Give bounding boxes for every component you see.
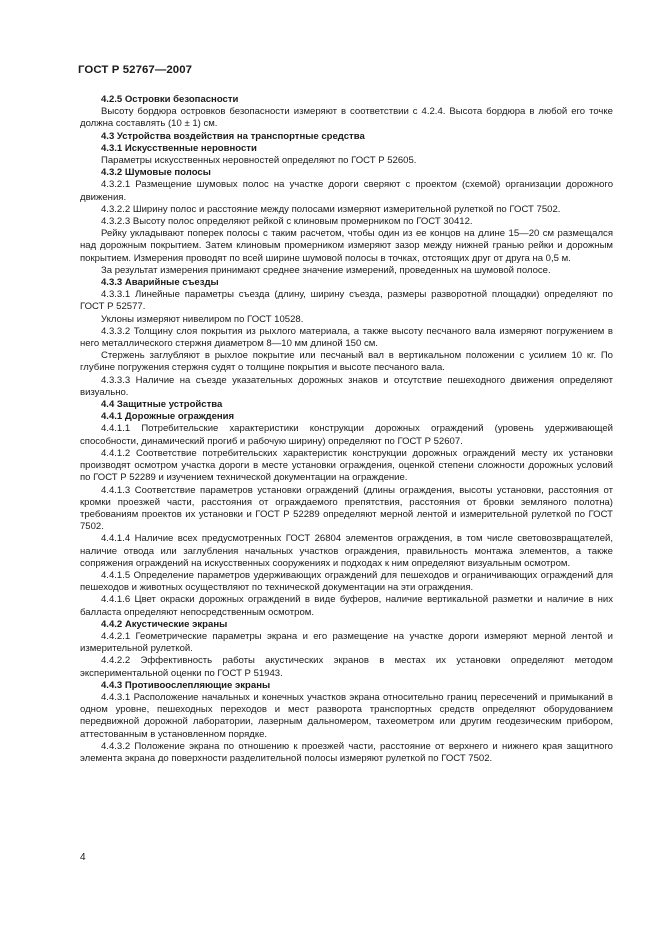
section-heading: 4.4.3 Противоослепляющие экраны [101, 679, 271, 691]
paragraph: За результат измерения принимают среднее значение измерений, проведенных на шумовой полосе. [101, 264, 551, 276]
paragraph: 4.4.1.2 Соответствие потребительских характеристик конструкции дорожных ограждений месту их установки производят осмотром участка дороги в месте установки ограждения, оценкой степени сложности дорожных условий по ГОСТ Р 52289 и изучением технической документации на ограждение. [80, 447, 613, 484]
paragraph: Стержень заглубляют в рыхлое покрытие или песчаный вал в вертикальном положении с усилием 10 кг. По глубине погружения стержня судят о толщине покрытия и высоте песчаного вала. [80, 350, 613, 374]
section-heading: 4.4.1 Дорожные ограждения [101, 411, 235, 423]
section-heading: 4.3.3 Аварийные съезды [101, 277, 219, 289]
section-heading: 4.4 Защитные устройства [101, 399, 223, 411]
document-body [80, 94, 613, 765]
paragraph: 4.3.2.3 Высоту полос определяют рейкой с клиновым промерником по ГОСТ 30412. [101, 216, 473, 228]
page-number: 4 [80, 852, 86, 863]
section-heading: 4.3.1 Искусственные неровности [101, 142, 257, 154]
paragraph: Уклоны измеряют нивелиром по ГОСТ 10528. [101, 313, 304, 325]
paragraph: 4.4.3.1 Расположение начальных и конечных участков экрана относительно границ пересечений и примыканий в одном уровне, пешеходных переходов и мест разворота транспортных средств определяют оборудованием передвижной дорожной лаборатории, лазерным дальномером, тахеометром или другим геодезическим прибором, аттестованным в установленном порядке. [80, 691, 613, 740]
section-heading: 4.2.5 Островки безопасности [101, 94, 239, 105]
paragraph: 4.4.1.3 Соответствие параметров установки ограждений (длины ограждения, высоты установки, расстояния от кромки проезжей части, расстояния от ограждаемого препятствия, расстояния от бровки земляного полотна) требованиям проектов их установки и ГОСТ Р 52289 определяют мерной лентой и измерительной рулеткой по ГОСТ 7502. [80, 484, 613, 533]
section-heading: 4.4.2 Акустические экраны [101, 618, 228, 630]
section-heading: 4.3.2 Шумовые полосы [101, 167, 211, 179]
paragraph: Высоту бордюра островков безопасности измеряют в соответствии с 4.2.4. Высота бордюра в любой его точке должна составлять (10 ± 1) см. [80, 106, 613, 130]
paragraph: Рейку укладывают поперек полосы с таким расчетом, чтобы один из ее концов на длине 15—20 см размещался над дорожным покрытием. Затем клиновым промерником измеряют зазор между нижней гранью рейки и дорожным покрытием. Измерения проводят по всей ширине шумовой полосы в точках, отстоящих друг от друга на 0,5 м. [80, 228, 613, 264]
paragraph: 4.3.2.2 Ширину полос и расстояние между полосами измеряют измерительной рулеткой по ГОСТ 7502. [101, 203, 561, 215]
paragraph: 4.3.3.3 Наличие на съезде указательных дорожных знаков и отсутствие пешеходного движения определяют визуально. [80, 374, 613, 398]
paragraph: 4.4.2.2 Эффективность работы акустических экранов в местах их установки определяют методом экспериментальной оценки по ГОСТ Р 51943. [80, 655, 613, 679]
paragraph: 4.4.1.1 Потребительские характеристики конструкции дорожных ограждений (уровень удерживающей способности, динамический прогиб и рабочую ширину) определяют по ГОСТ Р 52607. [80, 423, 613, 447]
paragraph: 4.3.3.2 Толщину слоя покрытия из рыхлого материала, а также высоту песчаного вала измеряют погружением в него металлического стержня диаметром 8—10 мм длиной 150 см. [80, 325, 613, 350]
paragraph: 4.3.3.1 Линейные параметры съезда (длину, ширину съезда, размеры разворотной площадки) определяют по ГОСТ Р 52577. [80, 289, 613, 313]
paragraph: 4.4.1.5 Определение параметров удерживающих ограждений для пешеходов и ограничивающих ограждений для пешеходов и животных осуществляют по технической документации на эти ограждения. [80, 569, 613, 594]
section-heading: 4.3 Устройства воздействия на транспортные средства [101, 130, 365, 142]
paragraph: 4.4.3.2 Положение экрана по отношению к проезжей части, расстояние от верхнего и нижнего края защитного элемента экрана до поверхности разделительной полосы измеряют рулеткой по ГОСТ 7502. [80, 740, 613, 764]
paragraph: 4.4.1.4 Наличие всех предусмотренных ГОСТ 26804 элементов ограждения, в том числе световозвращателей, наличие отвода или заглубления начальных участков ограждения, правильность монтажа элементов, а также сопряжения ограждений на искусственных сооружениях и подходах к ним определяют визуальным осмотром. [80, 533, 613, 569]
paragraph: Параметры искусственных неровностей определяют по ГОСТ Р 52605. [101, 155, 417, 167]
document-code-header: ГОСТ Р 52767—2007 [78, 64, 193, 76]
paragraph: 4.3.2.1 Размещение шумовых полос на участке дороги сверяют с проектом (схемой) организации дорожного движения. [80, 179, 613, 203]
paragraph: 4.4.1.6 Цвет окраски дорожных ограждений в виде буферов, наличие вертикальной разметки и наличие в них балласта определяют непосредственным осмотром. [80, 594, 613, 618]
paragraph: 4.4.2.1 Геометрические параметры экрана и его размещение на участке дороги измеряют мерной лентой и измерительной рулеткой. [80, 630, 613, 655]
